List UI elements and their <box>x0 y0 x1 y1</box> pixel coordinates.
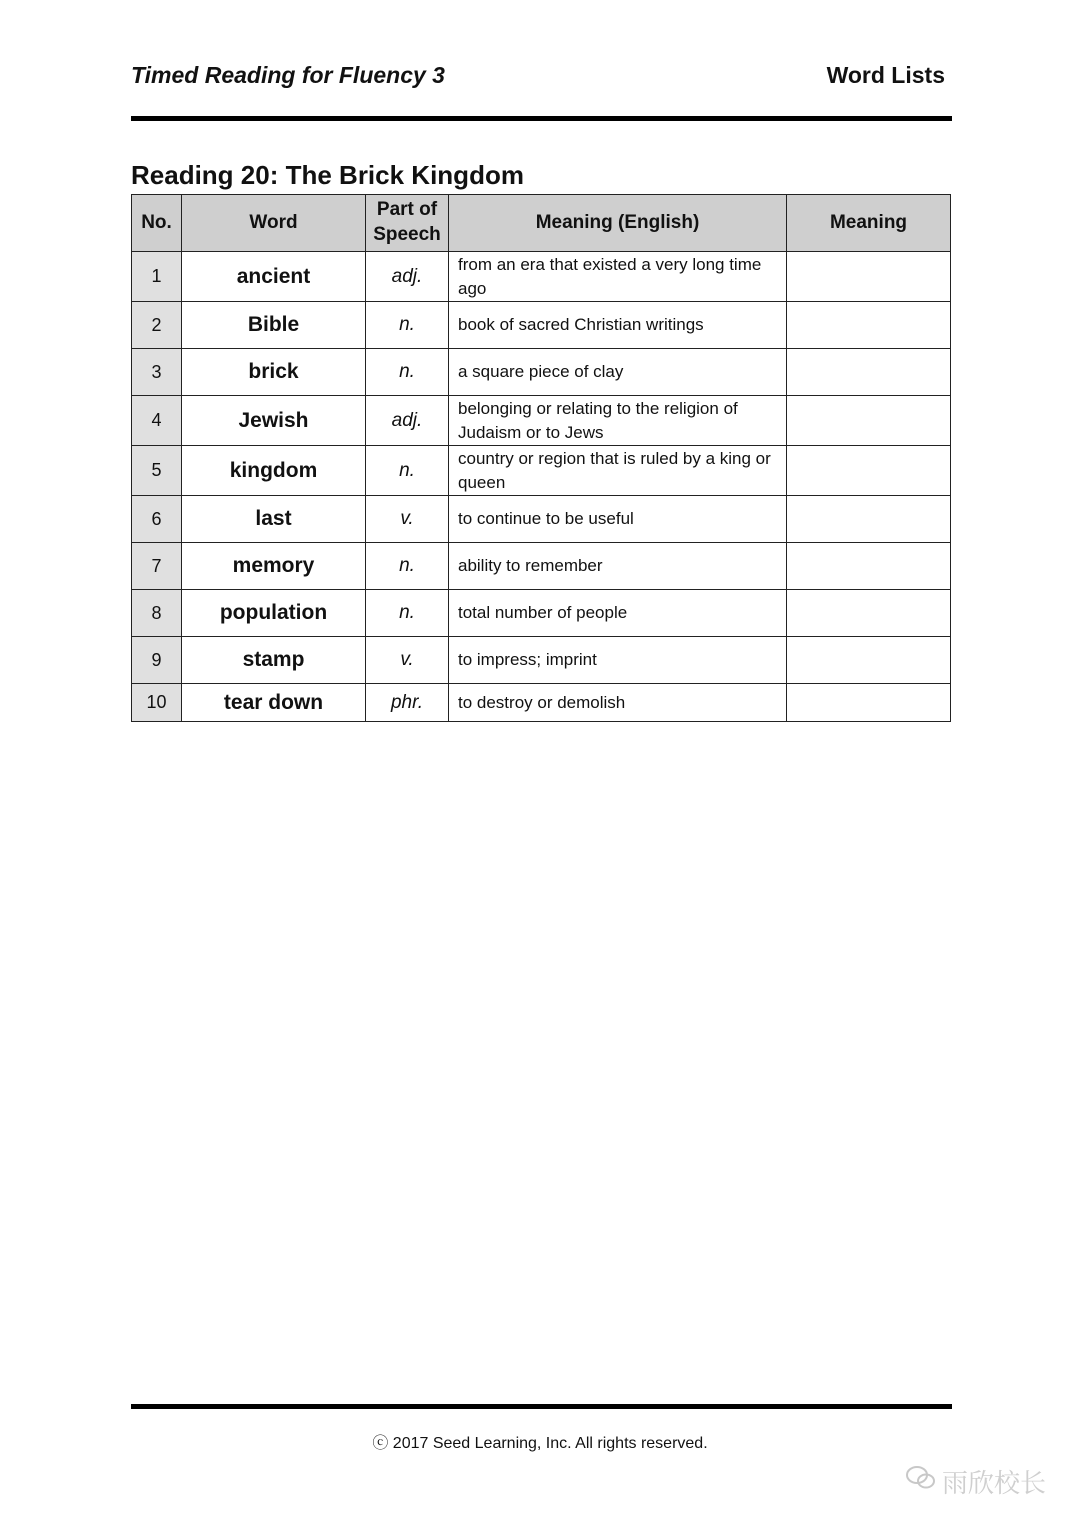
column-header-meaning-english: Meaning (English) <box>449 195 787 252</box>
row-word: ancient <box>182 252 366 302</box>
table-row <box>132 496 951 543</box>
row-word: kingdom <box>182 446 366 496</box>
row-meaning <box>787 446 951 496</box>
row-part-of-speech: n. <box>366 590 449 637</box>
row-meaning-english: total number of people <box>449 590 787 637</box>
row-number: 6 <box>132 496 182 543</box>
row-part-of-speech: adj. <box>366 252 449 302</box>
row-meaning <box>787 396 951 446</box>
row-meaning-english: belonging or relating to the religion of Judaism or to Jews <box>449 396 787 446</box>
row-part-of-speech: n. <box>366 446 449 496</box>
row-meaning <box>787 302 951 349</box>
row-number: 2 <box>132 302 182 349</box>
table-row <box>132 396 951 446</box>
row-meaning <box>787 349 951 396</box>
row-word: tear down <box>182 684 366 722</box>
row-number: 7 <box>132 543 182 590</box>
column-header-meaning: Meaning <box>787 195 951 252</box>
row-part-of-speech: phr. <box>366 684 449 722</box>
row-meaning-english: ability to remember <box>449 543 787 590</box>
row-word: last <box>182 496 366 543</box>
table-row <box>132 637 951 684</box>
row-meaning-english: country or region that is ruled by a king or queen <box>449 446 787 496</box>
row-number: 5 <box>132 446 182 496</box>
row-part-of-speech: n. <box>366 349 449 396</box>
watermark <box>906 1463 1046 1500</box>
row-meaning <box>787 590 951 637</box>
row-meaning-english: to impress; imprint <box>449 637 787 684</box>
table-row <box>132 252 951 302</box>
row-meaning-english: to destroy or demolish <box>449 684 787 722</box>
row-meaning-english: to continue to be useful <box>449 496 787 543</box>
row-word: Bible <box>182 302 366 349</box>
row-word: population <box>182 590 366 637</box>
column-header-word: Word <box>182 195 366 252</box>
row-word: stamp <box>182 637 366 684</box>
column-header-no: No. <box>132 195 182 252</box>
reading-title: Reading 20: The Brick Kingdom <box>131 160 524 190</box>
row-part-of-speech: n. <box>366 543 449 590</box>
row-word: Jewish <box>182 396 366 446</box>
footer-rule <box>131 1404 952 1409</box>
book-title: Timed Reading for Fluency 3 <box>131 62 445 88</box>
row-word: memory <box>182 543 366 590</box>
row-meaning <box>787 684 951 722</box>
row-meaning-english: book of sacred Christian writings <box>449 302 787 349</box>
table-row <box>132 590 951 637</box>
row-part-of-speech: adj. <box>366 396 449 446</box>
row-number: 4 <box>132 396 182 446</box>
row-meaning <box>787 252 951 302</box>
row-word: brick <box>182 349 366 396</box>
row-part-of-speech: v. <box>366 496 449 543</box>
row-number: 10 <box>132 684 182 722</box>
row-number: 9 <box>132 637 182 684</box>
row-part-of-speech: v. <box>366 637 449 684</box>
row-meaning <box>787 496 951 543</box>
table-row <box>132 543 951 590</box>
row-meaning <box>787 543 951 590</box>
table-row <box>132 349 951 396</box>
row-number: 1 <box>132 252 182 302</box>
word-list-table <box>131 194 951 722</box>
column-header-part-of-speech: Part of Speech <box>366 195 449 252</box>
row-meaning-english: a square piece of clay <box>449 349 787 396</box>
row-number: 8 <box>132 590 182 637</box>
table-header-row <box>132 195 951 252</box>
table-row <box>132 446 951 496</box>
header-rule <box>131 116 952 121</box>
table-row <box>132 302 951 349</box>
table-row <box>132 684 951 722</box>
copyright-notice: ⓒ 2017 Seed Learning, Inc. All rights reserved. <box>372 1435 708 1452</box>
row-meaning <box>787 637 951 684</box>
wechat-icon <box>906 1465 936 1498</box>
row-part-of-speech: n. <box>366 302 449 349</box>
watermark-text: 雨欣校长 <box>941 1469 1046 1499</box>
row-meaning-english: from an era that existed a very long time ago <box>449 252 787 302</box>
row-number: 3 <box>132 349 182 396</box>
section-title: Word Lists <box>826 62 945 88</box>
